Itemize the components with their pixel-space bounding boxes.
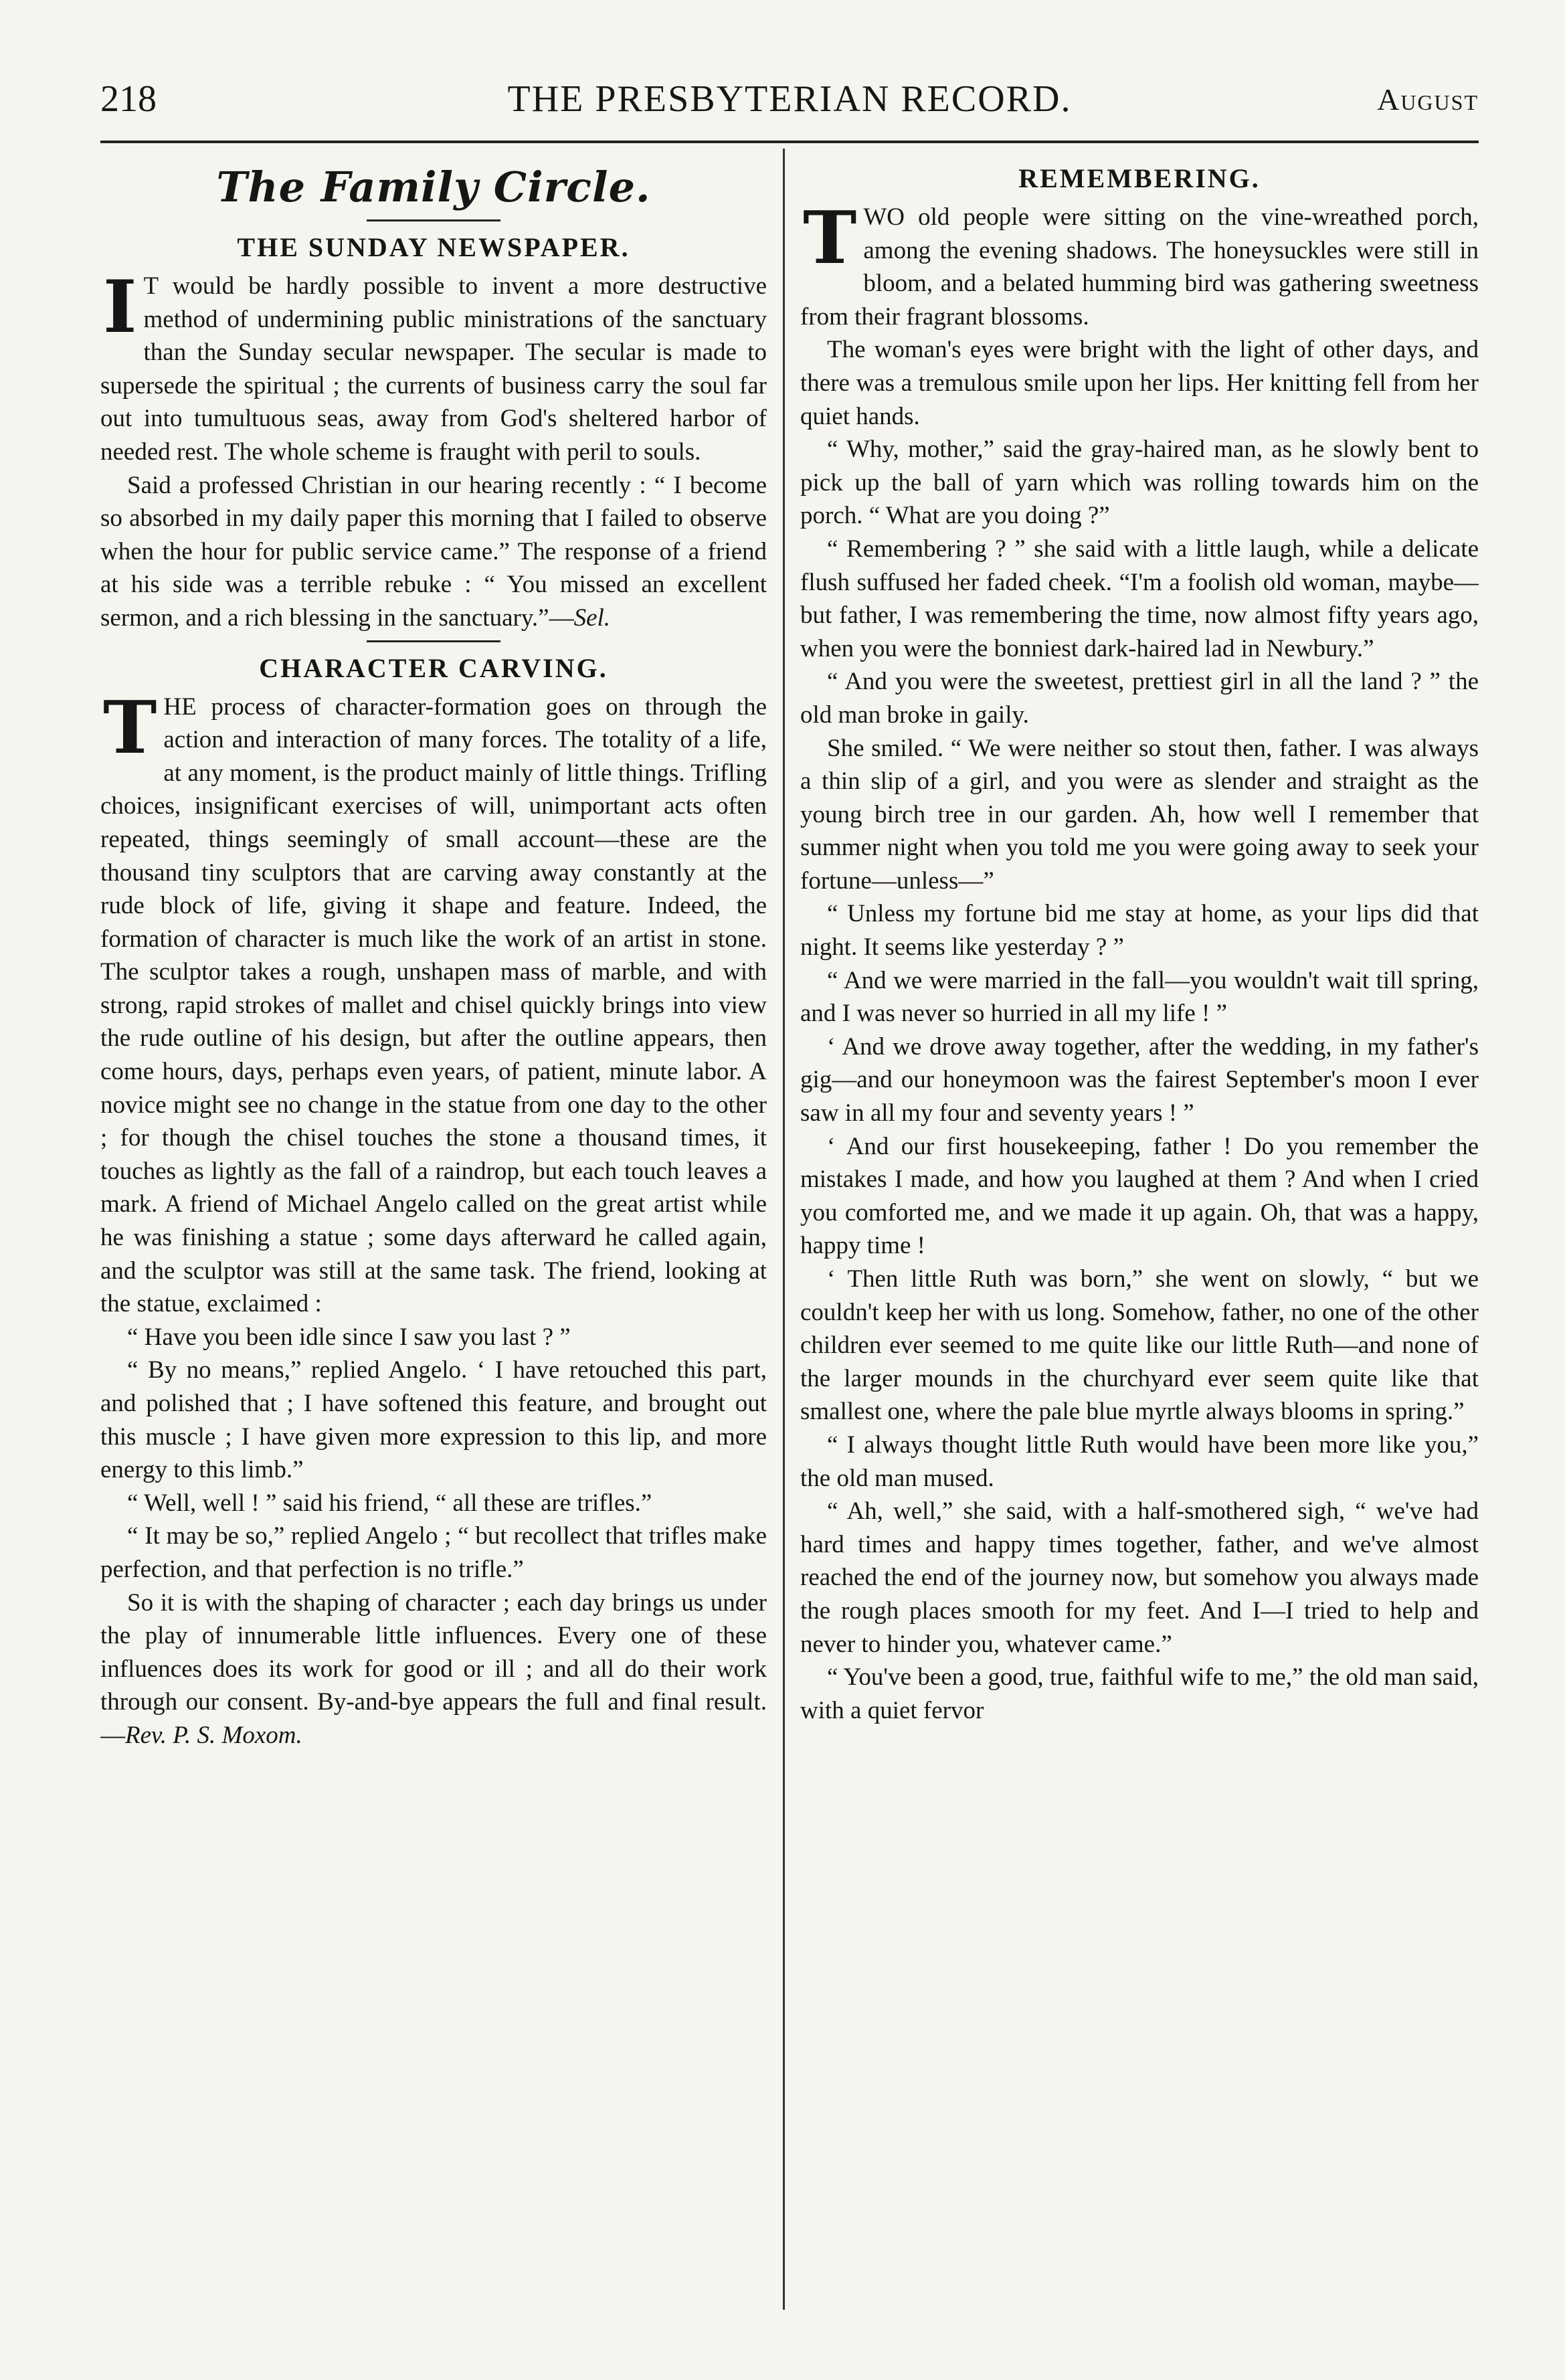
article-paragraph: “ Ah, well,” she said, with a half-smothered sigh, “ we've had hard times and happy times together, father, and we've almost reached the end of the journey now, but somehow you always made the rough places smooth for my feet. And I—I tried to help and never to hinder you, whatever came.”	[800, 1497, 1479, 1658]
article-paragraph: The woman's eyes were bright with the light of other days, and there was a tremulous smile upon her lips. Her knitting fell from her quiet hands.	[800, 336, 1479, 430]
article-paragraph: Said a professed Christian in our hearing recently : “ I become so absorbed in my daily paper this morning that I failed to observe when the hour for public service came.” The response of a friend at his side was a terrible rebuke : “ You missed an excellent sermon, and a rich blessing in the sanctuary.”—Sel.	[100, 471, 767, 632]
article-paragraph: THE process of character-formation goes on through the action and interaction of many forces. The totality of a life, at any moment, is the product mainly of little things. Trifling choices, insignificant exercises of will, unimportant acts often repeated, things seemingly of small account—these are the thousand tiny sculptors that are carving away constantly at the rude block of life, giving it shape and feature. Indeed, the formation of character is much like the work of an artist in stone. The sculptor takes a rough, unshapen mass of marble, and with strong, rapid strokes of mallet and chisel quickly brings into view the rude outline of his design, but after the outline appears, then come hours, days, perhaps even years, of patient, minute labor. A novice might see no change in the statue from one day to the other ; for though the chisel touches the stone a thousand times, it touches as lightly as the fall of a raindrop, but each touch leaves a mark. A friend of Michael Angelo called on the great artist while he was finishing a statue ; some days afterward he called again, and the sculptor was still at the same task. The friend, looking at the statue, exclaimed :	[100, 685, 767, 1318]
article-paragraph: “ Remembering ? ” she said with a little laugh, while a delicate flush suffused her faded cheek. “I'm a foolish old woman, maybe—but father, I was remembering the time, now almost fifty years ago, when you were the bonniest dark-haired lad in Newbury.”	[800, 535, 1479, 662]
article-signature: Rev. P. S. Moxom.	[125, 1721, 302, 1749]
article-title: REMEMBERING.	[1018, 163, 1261, 193]
article-paragraph: ‘ And we drove away together, after the wedding, in my father's gig—and our honeymoon was the fairest September's moon I ever saw in all my four and seventy years ! ”	[800, 1032, 1479, 1127]
article-rule	[367, 640, 500, 642]
right-column	[800, 161, 1479, 2322]
article-paragraph: “ You've been a good, true, faithful wife to me,” the old man said, with a quiet fervor	[800, 1663, 1479, 1724]
article-paragraph: “ By no means,” replied Angelo. ‘ I have retouched this part, and polished that ; I have softened this feature, and brought out this muscle ; I have given more expression to this lip, and more energy to this limb.”	[100, 1356, 767, 1484]
article-paragraph: “ I always thought little Ruth would have been more like you,” the old man mused.	[800, 1431, 1479, 1492]
article-title: CHARACTER CARVING.	[259, 652, 608, 683]
article-paragraph: “ Why, mother,” said the gray-haired man, as he slowly bent to pick up the ball of yarn which was rolling towards him on the porch. “ What are you doing ?”	[800, 436, 1479, 530]
publication-title: THE PRESBYTERIAN RECORD.	[507, 78, 1072, 120]
article-paragraph: “ And we were married in the fall—you wouldn't wait till spring, and I was never so hurried in all my life ! ”	[800, 966, 1479, 1028]
article-paragraph: I T would be hardly possible to invent a more destructive method of undermining public ministrations of the sanctuary than the Sunday secular newspaper. The secular is made to supersede the spiritual ; the currents of business carry the soul far out into tumultuous seas, away from God's sheltered harbor of needed rest. The whole scheme is fraught with peril to souls.	[100, 265, 767, 466]
drop-cap: I	[103, 265, 137, 349]
article-paragraph: She smiled. “ We were neither so stout then, father. I was always a thin slip of a girl, and you were as slender and straight as the young birch tree in our garden. Ah, how well I remember that summer night when you told me you were going away to seek your fortune—unless—”	[800, 734, 1479, 895]
article-paragraph: “ And you were the sweetest, prettiest girl in all the land ? ” the old man broke in gaily.	[800, 668, 1479, 729]
article-paragraph: So it is with the shaping of character ; each day brings us under the play of innumerable little influences. Every one of these influences does its work for good or ill ; and all do their work through our consent. By-and-bye appears the full and final result.—Rev. P. S. Moxom.	[100, 1588, 767, 1749]
article-title: THE SUNDAY NEWSPAPER.	[237, 232, 630, 262]
issue-month: August	[1377, 82, 1479, 116]
department-rule	[367, 219, 500, 221]
drop-cap: T	[803, 196, 857, 280]
article-character-carving	[100, 650, 767, 1752]
page-header	[100, 72, 1479, 132]
left-column	[100, 161, 767, 2322]
column-divider	[783, 149, 785, 2310]
header-rule	[100, 141, 1479, 143]
article-paragraph: “ Have you been idle since I saw you last ? ”	[127, 1323, 571, 1351]
article-sunday-newspaper	[100, 230, 767, 635]
department-heading: The Family Circle.	[216, 163, 651, 211]
article-paragraph: ‘ And our first housekeeping, father ! Do you remember the mistakes I made, and how you laughed at them ? And when I cried you comforted me, and we made it up again. Oh, that was a happy, happy time !	[800, 1132, 1479, 1260]
article-paragraph: “ It may be so,” replied Angelo ; “ but recollect that trifles make perfection, and that perfection is no trifle.”	[100, 1522, 767, 1583]
article-paragraph: “ Well, well ! ” said his friend, “ all these are trifles.”	[127, 1489, 652, 1517]
article-paragraph: “ Unless my fortune bid me stay at home, as your lips did that night. It seems like yesterday ? ”	[800, 900, 1479, 962]
article-paragraph: ‘ Then little Ruth was born,” she went on slowly, “ but we couldn't keep her with us long. Somehow, father, no one of the other children ever seemed to me quite like our little Ruth—and none of the larger mounds in the churchyard ever seem quite like that smallest one, where the pale blue myrtle always blooms in spring.”	[800, 1265, 1479, 1426]
drop-cap: T	[103, 685, 157, 770]
article-signature: Sel.	[573, 604, 611, 632]
article-paragraph: TWO old people were sitting on the vine-wreathed porch, among the evening shadows. The honeysuckles were still in bloom, and a belated humming bird was gathering sweetness from their fragrant blossoms.	[800, 196, 1479, 331]
page-number: 218	[100, 78, 157, 120]
